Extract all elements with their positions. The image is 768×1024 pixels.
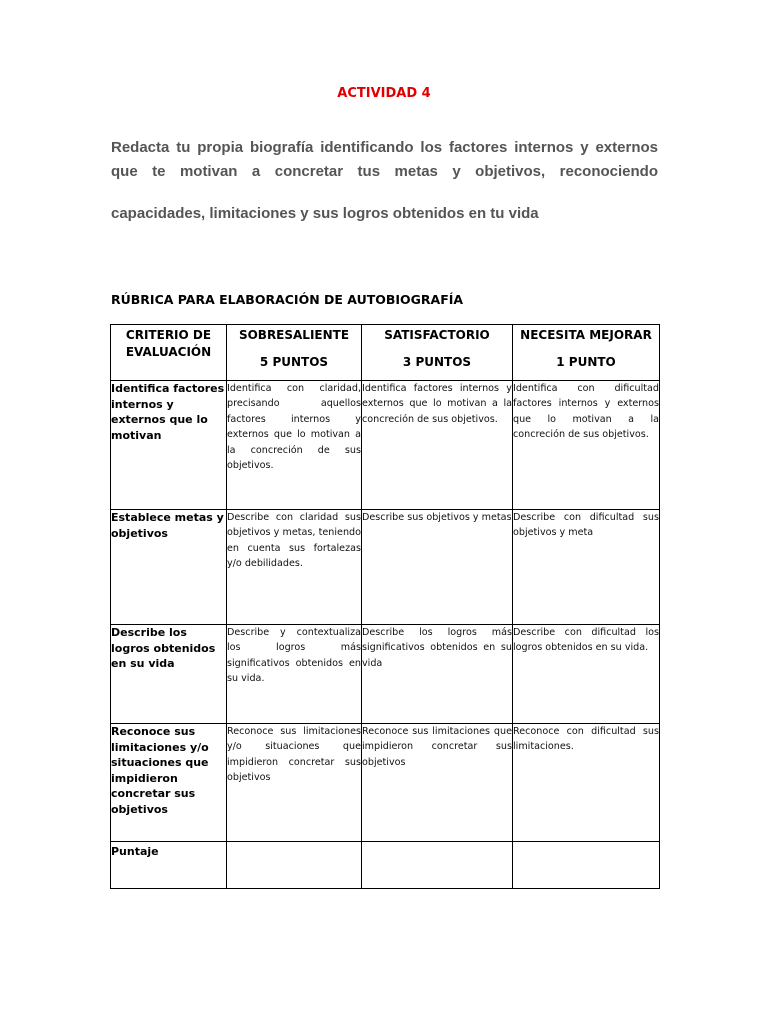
header-excellent — [227, 325, 362, 381]
excellent-score-cell — [227, 842, 362, 889]
table-row — [111, 625, 660, 724]
table-header-row — [111, 325, 660, 381]
header-excellent-label: SOBRESALIENTE — [238, 328, 350, 342]
header-criterion-label: CRITERIO DE EVALUACIÓN — [125, 328, 212, 359]
needs-improvement-cell: Describe con dificultad sus objetivos y meta — [513, 510, 660, 625]
score-label-cell: Puntaje — [111, 842, 227, 889]
criterion-cell: Reconoce sus limitaciones y/o situaciones que impidieron concretar sus objetivos — [111, 724, 227, 842]
table-row — [111, 510, 660, 625]
satisfactory-cell: Describe los logros más significativos obtenidos en su vida — [362, 625, 513, 724]
activity-title: ACTIVIDAD 4 — [337, 86, 431, 101]
header-excellent-points: 5 PUNTOS — [259, 355, 329, 369]
header-satisfactory-points: 3 PUNTOS — [402, 355, 472, 369]
header-needs-improvement — [513, 325, 660, 381]
header-satisfactory-label: SATISFACTORIO — [384, 328, 490, 342]
header-criterion — [111, 325, 227, 381]
excellent-cell: Describe y contextualiza los logros más significativos obtenidos en su vida. — [227, 625, 362, 724]
satisfactory-cell: Identifica factores internos y externos que lo motivan a la concreción de sus objetivos. — [362, 381, 513, 510]
table-row-score — [111, 842, 660, 889]
excellent-cell: Describe con claridad sus objetivos y metas, teniendo en cuenta sus fortalezas y/o debilidades. — [227, 510, 362, 625]
excellent-cell: Reconoce sus limitaciones y/o situaciones que impidieron concretar sus objetivos — [227, 724, 362, 842]
criterion-cell: Identifica factores internos y externos que lo motivan — [111, 381, 227, 510]
needs-improvement-cell: Reconoce con dificultad sus limitaciones. — [513, 724, 660, 842]
intro-paragraph-continued: capacidades, limitaciones y sus logros obtenidos en tu vida — [111, 205, 539, 222]
rubric-heading: RÚBRICA PARA ELABORACIÓN DE AUTOBIOGRAFÍA — [111, 292, 464, 307]
criterion-cell: Describe los logros obtenidos en su vida — [111, 625, 227, 724]
needs-improvement-score-cell — [513, 842, 660, 889]
needs-improvement-cell: Describe con dificultad los logros obtenidos en su vida. — [513, 625, 660, 724]
intro-paragraph: Redacta tu propia biografía identificando los factores internos y externos que te motivan a concretar tus metas y objetivos, reconociendo — [111, 139, 658, 180]
satisfactory-cell: Reconoce sus limitaciones que impidieron concretar sus objetivos — [362, 724, 513, 842]
table-row — [111, 724, 660, 842]
header-satisfactory — [362, 325, 513, 381]
criterion-cell: Establece metas y objetivos — [111, 510, 227, 625]
rubric-table — [110, 324, 660, 889]
excellent-cell: Identifica con claridad, precisando aquellos factores internos y externos que lo motivan a la concreción de sus objetivos. — [227, 381, 362, 510]
header-needs-improvement-points: 1 PUNTO — [556, 355, 616, 369]
table-row — [111, 381, 660, 510]
header-needs-improvement-label: NECESITA MEJORAR — [520, 328, 652, 342]
needs-improvement-cell: Identifica con dificultad factores internos y externos que lo motivan a la concreción de sus objetivos. — [513, 381, 660, 510]
satisfactory-cell: Describe sus objetivos y metas — [362, 510, 513, 625]
satisfactory-score-cell — [362, 842, 513, 889]
